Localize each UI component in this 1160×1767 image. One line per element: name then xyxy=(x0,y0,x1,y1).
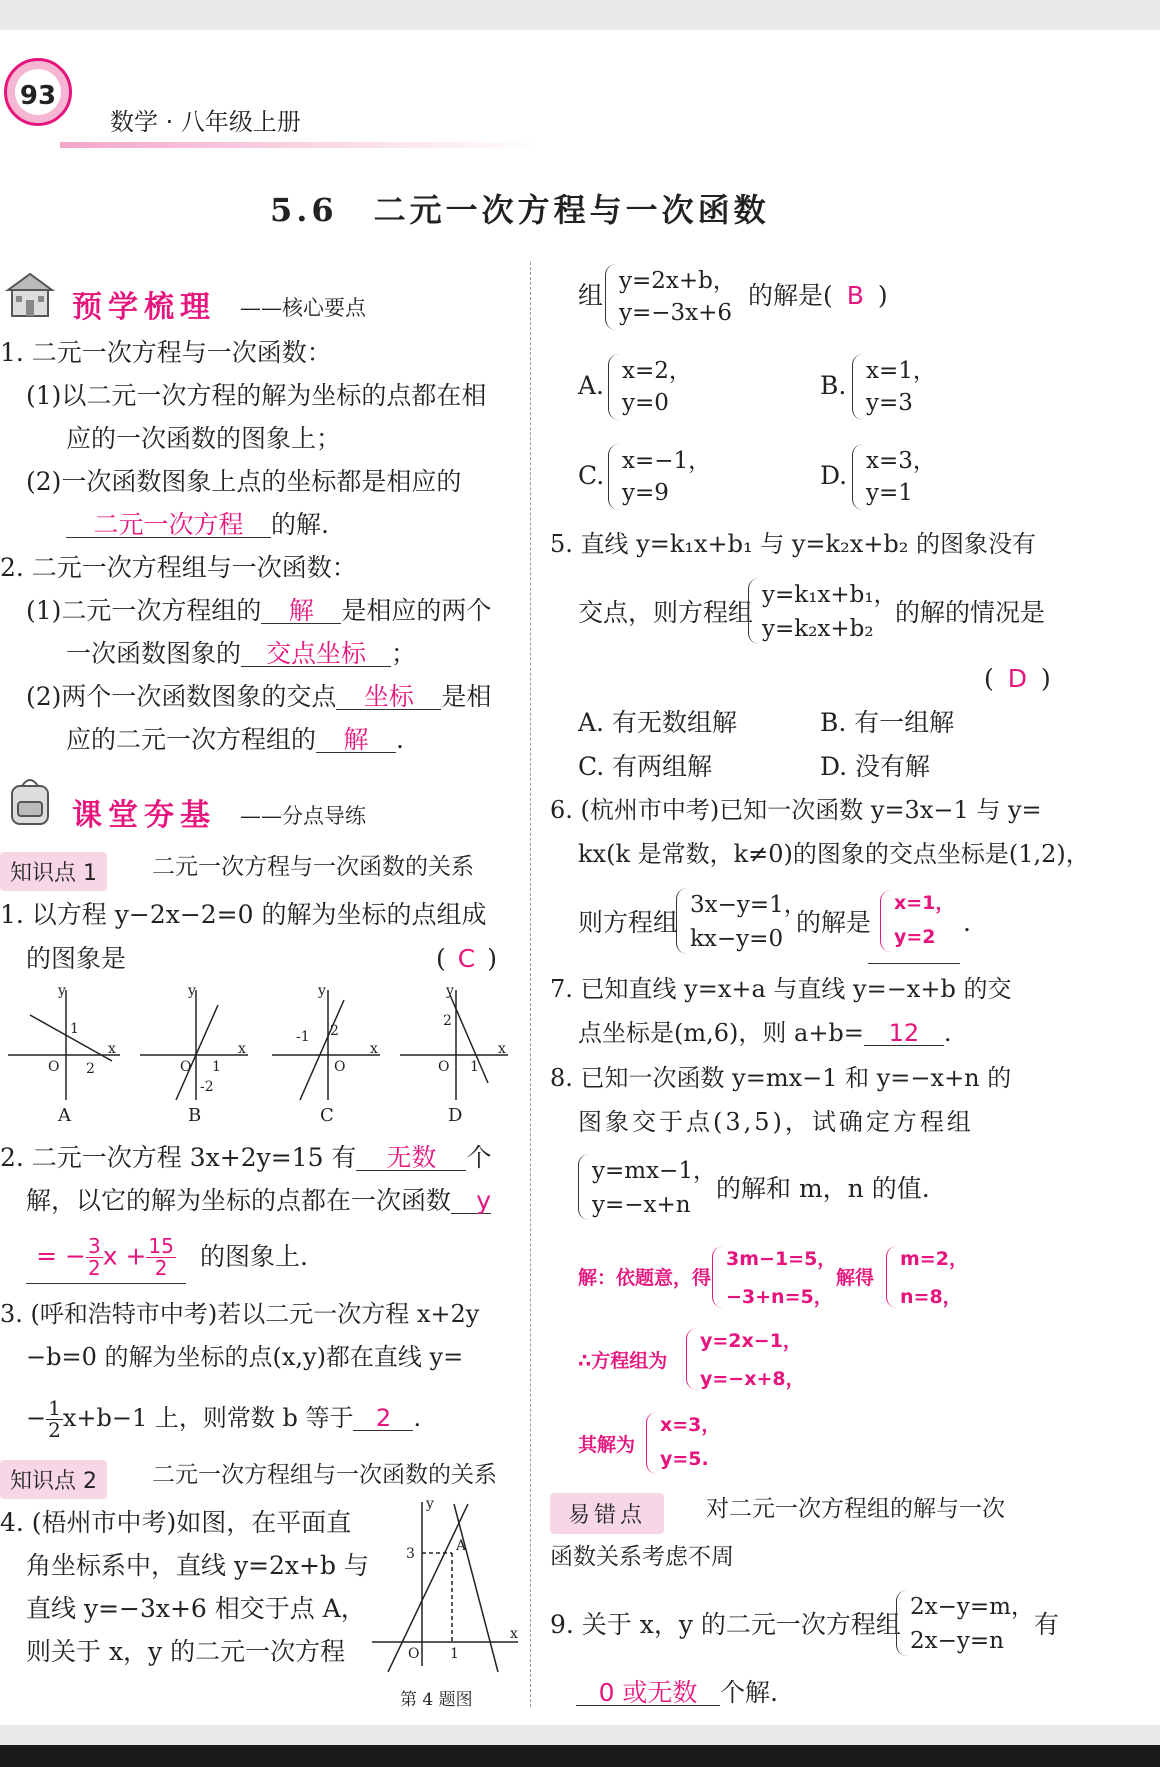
svg-text:y: y xyxy=(318,985,326,999)
q4-option-a-system: x=2， y=0 xyxy=(608,352,718,422)
answer-blank: 无数 xyxy=(356,1145,466,1171)
svg-text:x: x xyxy=(108,1041,116,1057)
school-icon xyxy=(2,266,58,322)
q1-answer: ( C ) xyxy=(436,944,497,973)
svg-text:O: O xyxy=(48,1059,60,1075)
svg-text:1: 1 xyxy=(70,1021,79,1037)
answer-blank: 0 或无数 xyxy=(576,1680,720,1706)
q8-text-tail: 的解和 m，n 的值. xyxy=(716,1174,930,1203)
q9-text-tail: 有 xyxy=(1034,1610,1060,1639)
bottom-bar xyxy=(0,1745,1160,1767)
column-divider xyxy=(530,262,531,1707)
q6-text-mid: 的解是 xyxy=(796,908,872,937)
q8-system: y=mx−1， y=−x+n xyxy=(578,1152,718,1222)
q4-prompt: 的解是( B ) xyxy=(748,281,888,310)
answer-blank: y xyxy=(451,1188,491,1214)
svg-text:2: 2 xyxy=(86,1061,95,1077)
q3-text: 3. (呼和浩特市中考)若以二元一次方程 x+2y xyxy=(0,1300,480,1328)
knowledge-point-title: 二元一次方程与一次函数的关系 xyxy=(152,854,474,880)
svg-text:y: y xyxy=(446,985,454,999)
svg-text:x: x xyxy=(498,1041,506,1057)
answer-blank: 交点坐标 xyxy=(241,641,391,667)
svg-text:y: y xyxy=(58,985,66,999)
q4-option-c-label: C. xyxy=(578,461,605,490)
q3-text-cont2: − $\frac{1}{2}$ x+b−1 上，则常数 b 等于 2 . xyxy=(26,1396,422,1442)
q4-option-d-system: x=3， y=1 xyxy=(852,442,962,512)
q5-text-tail: 的解的情况是 xyxy=(895,598,1046,627)
svg-text:y: y xyxy=(188,985,196,999)
q8-text: 8. 已知一次函数 y=mx−1 和 y=−x+n 的 xyxy=(550,1064,1012,1092)
q2-answer-line: = − $\frac{3}{2}$ x + $\frac{15}{2}$ 的图象上. xyxy=(26,1236,308,1284)
q1-graphs xyxy=(0,985,520,1125)
q5-system: y=k₁x+b₁， y=k₂x+b₂ xyxy=(748,576,898,646)
q8-text-cont: 图象交于点(3,5)，试确定方程组 xyxy=(578,1108,974,1136)
q5-text: 5. 直线 y=k₁x+b₁ 与 y=k₂x+b₂ 的图象没有 xyxy=(550,530,1036,558)
q8-solution-system-2: m=2， n=8， xyxy=(886,1244,966,1310)
answer-blank: 二元一次方程 xyxy=(66,512,271,538)
svg-text:1: 1 xyxy=(450,1646,459,1662)
q4-option-d-label: D. xyxy=(820,461,848,490)
q5-option-c: C. 有两组解 xyxy=(578,752,713,781)
classroom-title: 课堂夯基 xyxy=(72,798,216,833)
preview-item-2a-cont: 一次函数图象的 交点坐标 ； xyxy=(66,639,417,668)
q2-text: 2. 二元一次方程 3x+2y=15 有 无数 个 xyxy=(0,1143,492,1172)
answer-blank: = − $\frac{3}{2}$ x + $\frac{15}{2}$ xyxy=(26,1236,186,1284)
q6-system: 3x−y=1， kx−y=0 xyxy=(676,886,796,956)
svg-text:2: 2 xyxy=(330,1023,339,1039)
header-rule xyxy=(60,142,540,148)
q2-text-cont: 解，以它的解为坐标的点都在一次函数 y xyxy=(26,1186,492,1215)
preview-item-2a: (1)二元一次方程组的 解 是相应的两个 xyxy=(26,596,492,625)
q4-system: y=2x+b， y=−3x+6 xyxy=(605,262,745,332)
svg-text:x: x xyxy=(238,1041,246,1057)
q5-answer: ( D ) xyxy=(984,664,1051,693)
q8-solution-3: 其解为 xyxy=(578,1434,636,1456)
q6-tail: . xyxy=(963,908,971,937)
q4-text: 4. (梧州市中考)如图，在平面直 xyxy=(0,1508,352,1537)
q5-option-d: D. 没有解 xyxy=(820,752,931,781)
knowledge-point-tag: 知识点 2 xyxy=(0,1460,107,1499)
error-point-tag: 易错点 xyxy=(550,1493,664,1534)
q8-solution-2: ∴方程组为 xyxy=(578,1350,668,1372)
q4-text-cont: 角坐标系中，直线 y=2x+b 与 xyxy=(26,1551,369,1580)
option-label-d: D xyxy=(448,1105,463,1125)
answer-blank: 解 xyxy=(316,727,396,753)
q4-option-b-system: x=1， y=3 xyxy=(852,352,962,422)
page-number: 93 xyxy=(19,81,57,111)
q4-option-b-label: B. xyxy=(820,371,847,400)
q5-option-a: A. 有无数组解 xyxy=(578,708,737,737)
preview-item-1a: (1)以二元一次方程的解为坐标的点都在相 xyxy=(26,381,487,410)
error-point-title: 对二元一次方程组的解与一次 xyxy=(706,1496,1005,1522)
q5-text-cont: 交点，则方程组 xyxy=(578,598,754,627)
q4-option-c-system: x=−1， y=9 xyxy=(608,442,728,512)
q8-solution-system-4: x=3， y=5. xyxy=(646,1410,726,1476)
answer-blank: 坐标 xyxy=(336,684,441,710)
svg-text:-2: -2 xyxy=(200,1079,214,1095)
preview-item-1b-cont: 二元一次方程 的解. xyxy=(66,512,329,538)
option-label-c: C xyxy=(320,1105,334,1125)
error-point-title-cont: 函数关系考虑不周 xyxy=(550,1544,734,1570)
q4-figure xyxy=(368,1496,528,1676)
svg-text:3: 3 xyxy=(406,1546,415,1562)
q7-text: 7. 已知直线 y=x+a 与直线 y=−x+b 的交 xyxy=(550,975,1012,1003)
svg-text:O: O xyxy=(408,1646,420,1662)
q9-text: 9. 关于 x，y 的二元一次方程组 xyxy=(550,1610,901,1639)
backpack-icon xyxy=(2,772,58,828)
q5-option-b: B. 有一组解 xyxy=(820,708,955,737)
q8-solution-1: 解：依题意，得 xyxy=(578,1267,712,1289)
answer-blank: 12 xyxy=(864,1021,944,1046)
q8-solution-system-1: 3m−1=5， −3+n=5， xyxy=(712,1244,832,1310)
option-label-b: B xyxy=(188,1105,202,1125)
q4-text-cont2: 直线 y=−3x+6 相交于点 A， xyxy=(26,1594,366,1623)
q8-solution-system-3: y=2x−1， y=−x+8， xyxy=(686,1326,816,1392)
page-number-badge xyxy=(4,58,72,126)
answer-blank: 2 xyxy=(353,1406,413,1431)
svg-text:O: O xyxy=(438,1059,450,1075)
q9-text-cont: 0 或无数 个解. xyxy=(576,1680,778,1706)
q9-system: 2x−y=m， 2x−y=n xyxy=(896,1588,1036,1658)
q6-text-cont2: 则方程组 xyxy=(578,908,679,937)
preview-item-1a-cont: 应的一次函数的图象上； xyxy=(66,424,342,453)
svg-text:O: O xyxy=(180,1059,192,1075)
svg-text:x: x xyxy=(370,1041,378,1057)
q4-text-cont4: 组 xyxy=(578,281,604,310)
q8-solution-mid: 解得 xyxy=(836,1267,875,1289)
classroom-subtitle: ——分点导练 xyxy=(240,804,366,828)
svg-text:-1: -1 xyxy=(296,1029,310,1045)
preview-item-2: 2. 二元一次方程组与一次函数： xyxy=(0,553,357,582)
preview-subtitle: ——核心要点 xyxy=(240,296,366,320)
option-label-a: A xyxy=(58,1105,71,1125)
q4-text-cont3: 则关于 x，y 的二元一次方程 xyxy=(26,1637,346,1666)
svg-text:A: A xyxy=(456,1538,467,1554)
svg-text:1: 1 xyxy=(470,1059,479,1075)
preview-title: 预学梳理 xyxy=(72,290,216,325)
svg-text:1: 1 xyxy=(212,1059,221,1075)
preview-item-1: 1. 二元一次方程与一次函数： xyxy=(0,338,332,367)
q1-text: 1. 以方程 y−2x−2=0 的解为坐标的点组成 xyxy=(0,900,487,929)
preview-item-2b-cont: 应的二元一次方程组的 解 . xyxy=(66,725,404,754)
q4-option-a-label: A. xyxy=(578,371,605,400)
answer-blank: 解 xyxy=(261,598,341,624)
knowledge-point-tag: 知识点 1 xyxy=(0,852,107,891)
q7-text-cont: 点坐标是(m,6)，则 a+b= 12 . xyxy=(578,1019,952,1047)
q1-text-cont: 的图象是 xyxy=(26,944,127,973)
answer-underline xyxy=(868,963,960,964)
svg-text:y: y xyxy=(426,1496,434,1512)
svg-text:2: 2 xyxy=(443,1013,452,1029)
q4-figure-caption: 第 4 题图 xyxy=(400,1690,473,1710)
q6-text-cont: kx(k 是常数，k≠0)的图象的交点坐标是(1,2)， xyxy=(578,840,1090,868)
svg-text:x: x xyxy=(510,1626,518,1642)
svg-text:O: O xyxy=(334,1059,346,1075)
q3-text-cont: −b=0 的解为坐标的点(x,y)都在直线 y= xyxy=(26,1343,464,1371)
q6-text: 6. (杭州市中考)已知一次函数 y=3x−1 与 y= xyxy=(550,796,1042,824)
section-title: 5.6 二元一次方程与一次函数 xyxy=(270,191,770,229)
preview-item-2b: (2)两个一次函数图象的交点 坐标 是相 xyxy=(26,682,492,711)
q6-answer-system: x=1， y=2 xyxy=(880,888,960,954)
book-title: 数学 · 八年级上册 xyxy=(110,108,301,136)
preview-item-1b: (2)一次函数图象上点的坐标都是相应的 xyxy=(26,467,462,496)
knowledge-point-title: 二元一次方程组与一次函数的关系 xyxy=(152,1462,497,1488)
